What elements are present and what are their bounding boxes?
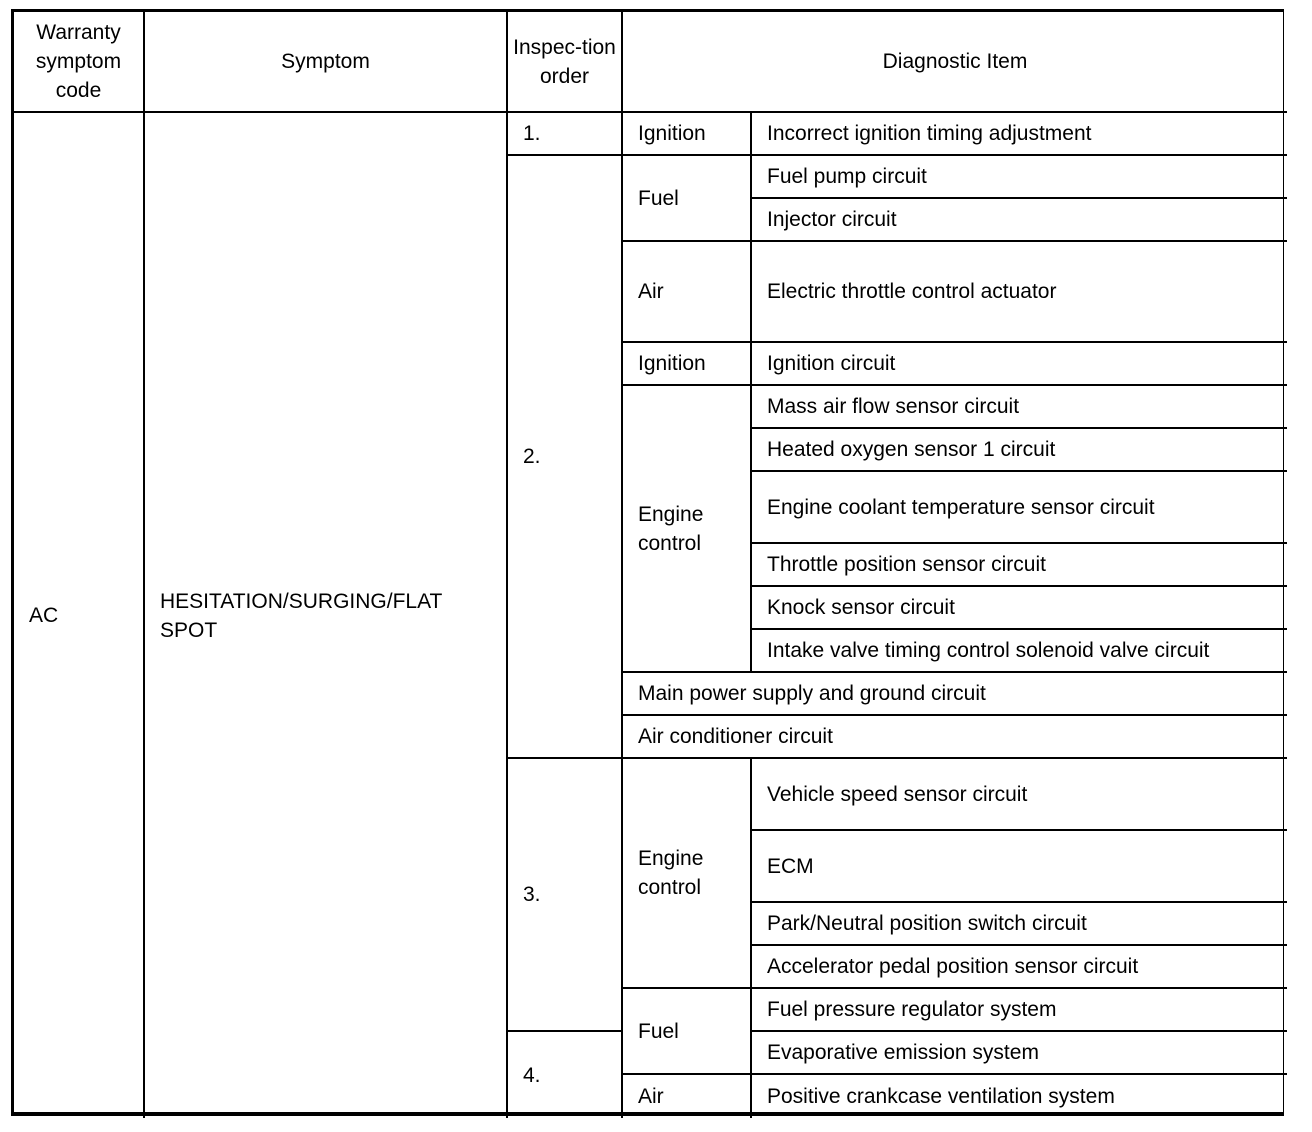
item-app-sensor: Accelerator pedal position sensor circuit (752, 946, 1287, 989)
item-injector: Injector circuit (752, 199, 1287, 242)
item-knock-sensor: Knock sensor circuit (752, 587, 1287, 630)
item-air-conditioner: Air conditioner circuit (623, 716, 1287, 759)
header-warranty-code: Warranty symptom code (14, 12, 145, 113)
category-air: Air (623, 242, 752, 343)
category-air: Air (623, 1075, 752, 1118)
header-diagnostic-item: Diagnostic Item (623, 12, 1287, 113)
item-ecm: ECM (752, 831, 1287, 903)
order-1: 1. (508, 113, 623, 156)
item-throttle-actuator: Electric throttle control actuator (752, 242, 1287, 343)
order-4: 4. (508, 1032, 623, 1118)
item-evap-system: Evaporative emission system (752, 1032, 1287, 1075)
item-ect-sensor: Engine coolant temperature sensor circuit (752, 472, 1287, 544)
item-tps: Throttle position sensor circuit (752, 544, 1287, 587)
item-pcv-system: Positive crankcase ventilation system (767, 1085, 1115, 1108)
warranty-code-cell: AC (14, 113, 145, 1118)
item-ignition-circuit: Ignition circuit (752, 343, 1287, 386)
category-engine-control: Engine control (623, 386, 752, 673)
item-fuel-pressure-regulator: Fuel pressure regulator system (752, 989, 1287, 1032)
category-ignition: Ignition (623, 343, 752, 386)
header-inspection-order: Inspec-tion order (508, 12, 623, 113)
symptom-cell: HESITATION/SURGING/FLAT SPOT (145, 113, 508, 1118)
item-pnp-switch: Park/Neutral position switch circuit (752, 903, 1287, 946)
header-symptom: Symptom (145, 12, 508, 113)
item-ivt-solenoid: Intake valve timing control solenoid valve circuit (752, 630, 1287, 673)
item-vss: Vehicle speed sensor circuit (752, 759, 1287, 831)
item-ignition-timing: Incorrect ignition timing adjustment (752, 113, 1287, 156)
order-3: 3. (508, 759, 623, 1032)
item-maf-sensor: Mass air flow sensor circuit (752, 386, 1287, 429)
category-ignition: Ignition (623, 113, 752, 156)
category-fuel: Fuel (623, 989, 752, 1075)
order-2: 2. (508, 156, 623, 759)
item-ho2s1: Heated oxygen sensor 1 circuit (752, 429, 1287, 472)
item-main-power-supply: Main power supply and ground circuit (623, 673, 1287, 716)
diagnostic-table (11, 9, 1284, 1116)
item-fuel-pump: Fuel pump circuit (752, 156, 1287, 199)
category-fuel: Fuel (623, 156, 752, 242)
category-engine-control: Engine control (623, 759, 752, 989)
